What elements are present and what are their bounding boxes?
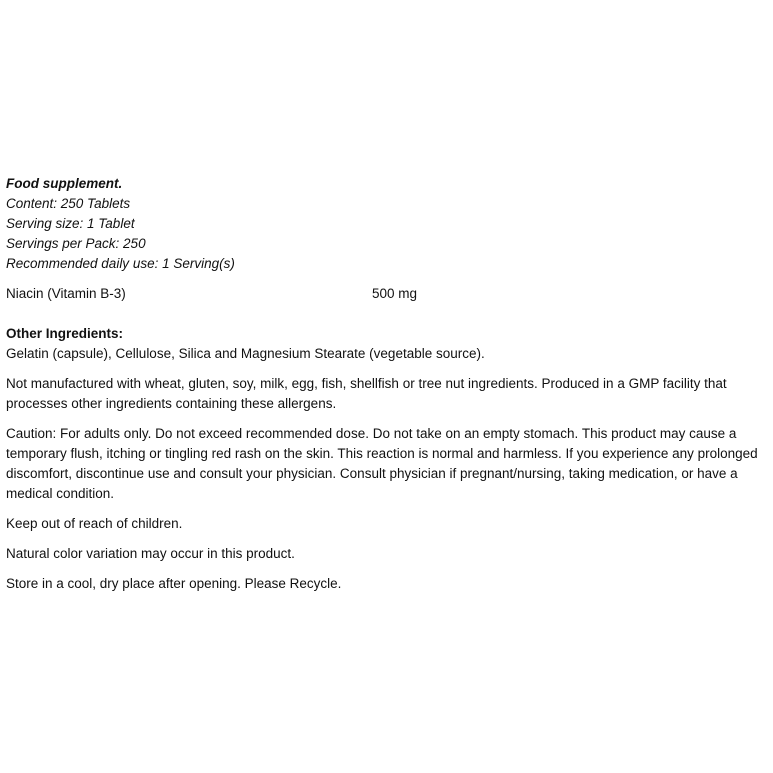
other-ingredients-heading: Other Ingredients:: [6, 326, 124, 341]
nutrient-amount: 500 mg: [372, 286, 418, 301]
other-ingredients-text: Gelatin (capsule), Cellulose, Silica and Magnesium Stearate (vegetable source).: [6, 346, 485, 361]
recommended-use-detail: Recommended daily use: 1 Serving(s): [6, 256, 235, 271]
allergen-statement: Not manufactured with wheat, gluten, soy, milk, egg, fish, shellfish or tree nut ingredients. Produced in a GMP facility that processes other ingredients containing these allergens.: [6, 376, 727, 411]
product-type-title: Food supplement.: [6, 176, 123, 191]
caution-statement: Caution: For adults only. Do not exceed recommended dose. Do not take on an empty stomach. This product may cause a temporary flush, itching or tingling red rash on the skin. This reaction is normal and harmless. If you experience any prolonged discomfort, discontinue use and consult your physician. Consult physician if pregnant/nursing, taking medication, or have a medical condition.: [6, 426, 758, 501]
nutrient-row: [6, 284, 768, 304]
servings-per-pack-detail: Servings per Pack: 250: [6, 236, 146, 251]
color-variation-note: Natural color variation may occur in this product.: [6, 546, 295, 561]
children-warning: Keep out of reach of children.: [6, 516, 183, 531]
content-detail: Content: 250 Tablets: [6, 196, 131, 211]
header-block: [6, 174, 768, 274]
serving-size-detail: Serving size: 1 Tablet: [6, 216, 135, 231]
storage-instructions: Store in a cool, dry place after opening. Please Recycle.: [6, 576, 342, 591]
supplement-label-text: [6, 174, 768, 594]
nutrient-name: Niacin (Vitamin B-3): [6, 286, 126, 301]
other-ingredients-section: [6, 324, 768, 364]
